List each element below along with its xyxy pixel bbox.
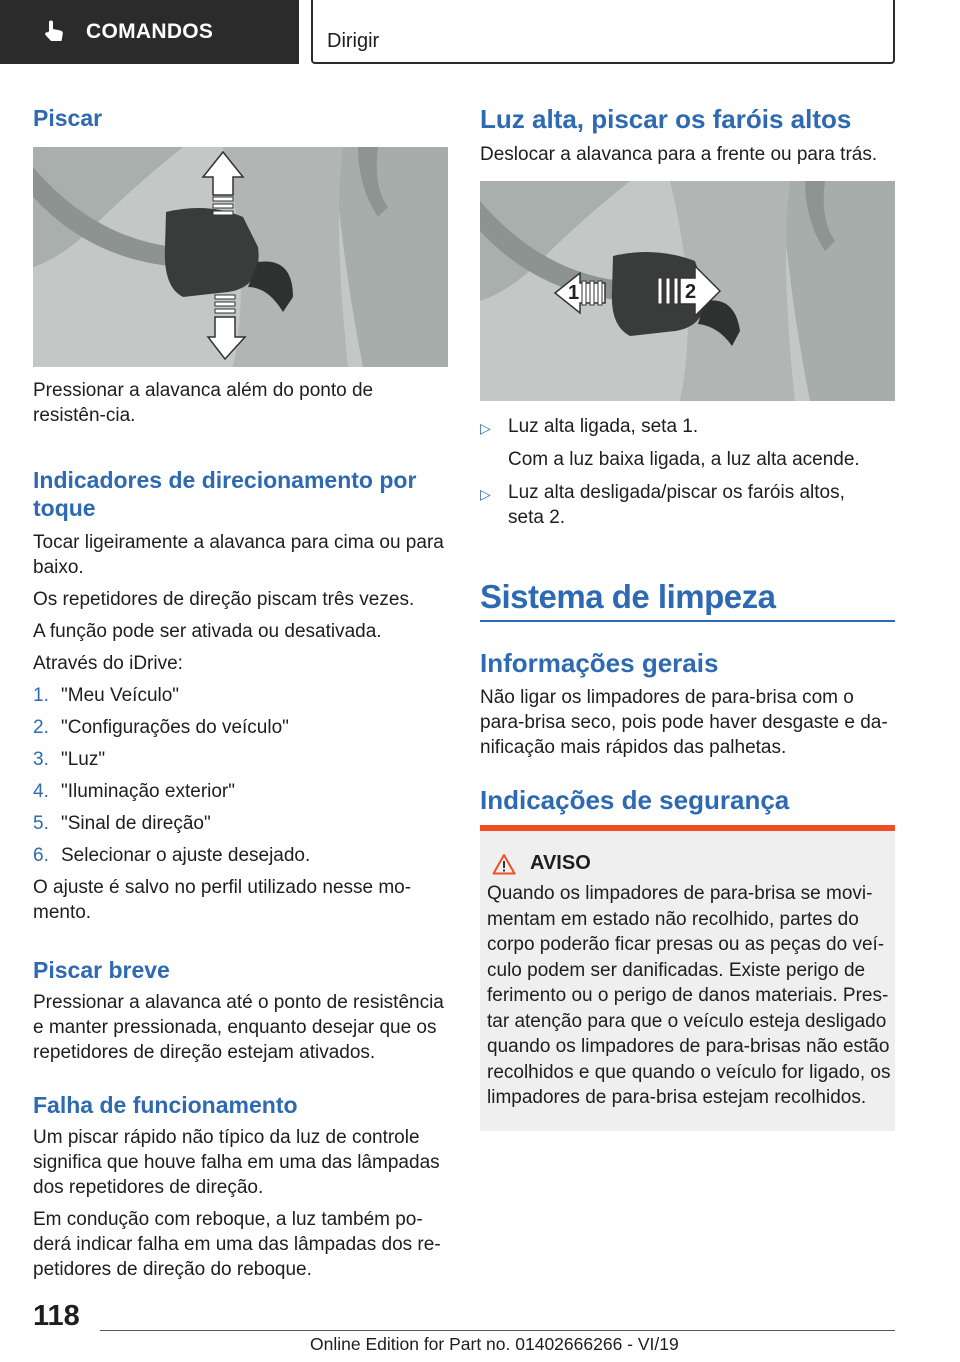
- step-text: "Meu Veículo": [61, 685, 180, 706]
- triangle-bullet-icon: ▷: [480, 420, 491, 436]
- warning-text: Quando os limpadores de para-brisa se movi-mentam em estado não recolhido, partes do corpo poderão ficar presas ou as peças do veí-culo podem ser danificadas. Existe perigo de ferimento ou o perigo de danos materiais. Pres-tar atenção para que o veículo esteja desligado quando os limpadores de para-brisas não estão recolhidos e que quando o veículo for ligado, os limpadores de para-brisa estejam recolhidos.: [487, 883, 891, 1108]
- chapter-label: COMANDOS: [86, 20, 214, 43]
- step-text: "Iluminação exterior": [61, 781, 236, 802]
- heading-informacoes-gerais: Informações gerais: [480, 648, 719, 678]
- paragraph: Deslocar a alavanca para a frente ou para trás.: [480, 144, 878, 165]
- list-item: [480, 480, 895, 530]
- heading-piscar: Piscar: [33, 105, 103, 131]
- heading-luz-alta: Luz alta, piscar os faróis altos: [480, 104, 852, 134]
- paragraph: Não ligar os limpadores de para-brisa com o para-brisa seco, pois pode haver desgaste e da-nificação mais rápidos das palhetas.: [480, 687, 888, 758]
- hand-pointer-icon: [40, 18, 68, 46]
- list-item: [33, 715, 449, 740]
- step-number: 6.: [33, 845, 49, 866]
- warning-title-text: AVISO: [530, 852, 591, 874]
- paragraph: O ajuste é salvo no perfil utilizado nesse mo-mento.: [33, 877, 412, 923]
- step-text: "Configurações do veículo": [61, 717, 289, 738]
- idrive-steps-list: [33, 683, 449, 868]
- heading-indicadores: Indicadores de direcionamento por toque: [33, 467, 417, 521]
- paragraph: Um piscar rápido não típico da luz de controle significa que houve falha em uma das lâmpadas dos repetidores de direção.: [33, 1127, 440, 1198]
- heading-piscar-breve: Piscar breve: [33, 957, 170, 983]
- heading-indicacoes-seguranca: Indicações de segurança: [480, 785, 790, 815]
- lever-updown-illustration: [33, 147, 448, 367]
- paragraph: Os repetidores de direção piscam três vezes.: [33, 589, 415, 610]
- bullet-text: Luz alta desligada/piscar os faróis altos, seta 2.: [508, 482, 845, 528]
- section-header: [311, 0, 895, 64]
- paragraph: Pressionar a alavanca até o ponto de resistência e manter pressionada, enquanto desejar que os repetidores de direção estejam ativados.: [33, 992, 444, 1063]
- warning-bar: [480, 825, 895, 831]
- step-text: "Sinal de direção": [61, 813, 211, 834]
- paragraph: Através do iDrive:: [33, 653, 183, 674]
- piscar-text: Pressionar a alavanca além do ponto de resistên-cia.: [33, 380, 374, 426]
- section-label: Dirigir: [327, 30, 380, 52]
- bullet-text: Luz alta ligada, seta 1.: [508, 416, 699, 437]
- paragraph: Tocar ligeiramente a alavanca para cima ou para baixo.: [33, 532, 444, 578]
- warning-title: [524, 852, 591, 875]
- warning-triangle-icon: [492, 853, 516, 875]
- heading-sistema-limpeza: Sistema de limpeza: [480, 578, 776, 615]
- bullet-subtext: Com a luz baixa ligada, a luz alta acende.: [508, 449, 860, 470]
- arrow-label-2: 2: [685, 281, 697, 303]
- step-text: "Luz": [61, 749, 106, 770]
- divider: [480, 620, 895, 622]
- step-number: 3.: [33, 749, 49, 770]
- lever-forward-back-illustration: [480, 181, 895, 401]
- list-item: [33, 779, 449, 804]
- list-item: [33, 811, 449, 836]
- arrow-label-1: 1: [568, 282, 580, 304]
- chapter-tab: [0, 0, 299, 64]
- paragraph: A função pode ser ativada ou desativada.: [33, 621, 382, 642]
- paragraph: Em condução com reboque, a luz também po-derá indicar falha em uma das lâmpadas dos re-petidores de direção do reboque.: [33, 1209, 441, 1280]
- footer-divider: [100, 1330, 895, 1331]
- list-item: [33, 843, 449, 868]
- step-text: Selecionar o ajuste desejado.: [61, 845, 311, 866]
- warning-box: [480, 825, 895, 1131]
- indicadores-body: [33, 530, 449, 925]
- step-number: 5.: [33, 813, 49, 834]
- list-item: [33, 683, 449, 708]
- page-number: 118: [33, 1300, 80, 1332]
- list-item: [480, 414, 895, 472]
- bullet-list: [480, 414, 895, 530]
- list-item: [33, 747, 449, 772]
- footer-edition: Online Edition for Part no. 01402666266 - VI/19: [310, 1334, 679, 1354]
- step-number: 4.: [33, 781, 49, 802]
- step-number: 1.: [33, 685, 49, 706]
- triangle-bullet-icon: ▷: [480, 486, 491, 502]
- heading-falha: Falha de funcionamento: [33, 1092, 298, 1118]
- step-number: 2.: [33, 717, 49, 738]
